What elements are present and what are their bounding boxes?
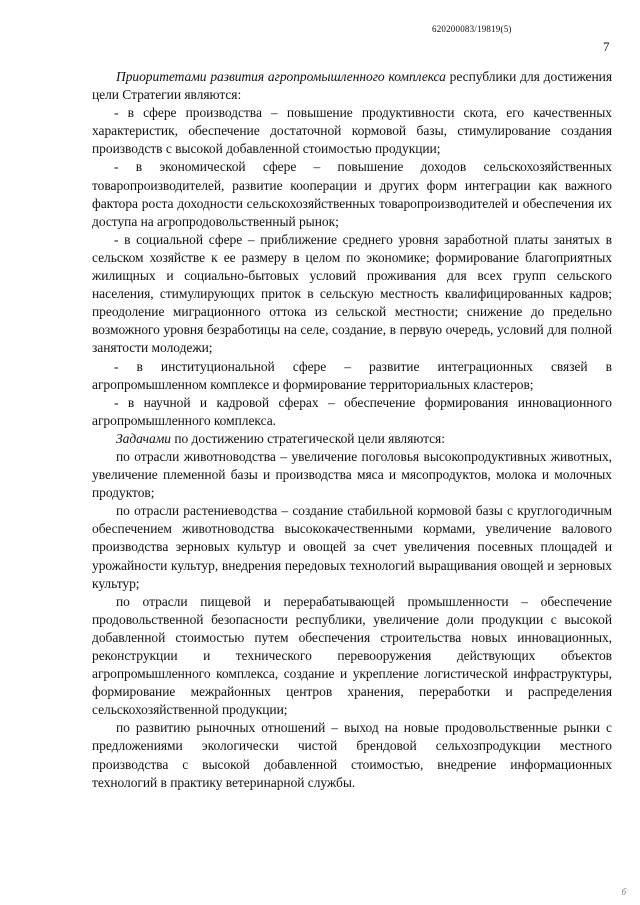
tasks-intro [92,430,612,448]
priority-item-institutional: - в институциональной сфере – развитие интеграционных связей в агропромышленном комплексе и формирование территориальных кластеров; [92,358,612,392]
priority-item-science: - в научной и кадровой сферах – обеспечение формирования инновационного агропромышленного комплекса. [92,394,612,428]
document-code: 620200083/19819(5) [432,24,512,34]
task-item-crops: по отрасли растениеводства – создание стабильной кормовой базы с круглогодичным обеспечением животноводства высококачественными кормами, увеличение валового производства зерновых культур и овощей за счет увеличения посевных площадей и урожайности культур, внедрения передовых технологий выращивания овощей и зерновых культур; [92,503,612,591]
task-item-food-industry: по отрасли пищевой и перерабатывающей промышленности – обеспечение продовольственной безопасности республики, увеличение доли продукции с высокой добавленной стоимостью путем обеспечения строительства новых инновационных, реконструкции и технического перевооружения действующих объектов агропромышленного комплекса, создание и укрепление логистической инфраструктуры, формирование межрайонных центров хранения, переработки и распределения сельскохозяйственной продукции; [92,593,612,718]
page-number: 7 [603,39,610,54]
priority-item-social: - в социальной сфере – приближение среднего уровня заработной платы занятых в сельском хозяйстве к ее размеру в целом по экономике; формирование благоприятных жилищных и социально-бытовых условий проживания для всех групп сельского населения, стимулирующих приток в сельскую местность квалифицированных кадров; преодоление миграционного оттока из сельской местности; снижение до предельно возможного уровня безработицы на селе, создание, в первую очередь, условий для полной занятости молодежи; [92,231,612,356]
priorities-intro-text: республики для достижения цели Стратегии являются: [92,69,612,103]
task-item-livestock: по отрасли животноводства – увеличение поголовья высокопродуктивных животных, увеличение племенной базы и производства мяса и мясопродуктов, молока и молочных продуктов; [92,448,612,501]
priorities-intro [92,68,612,104]
priority-item-economic: - в экономической сфере – повышение доходов сельскохозяйственных товаропроизводителей, развитие кооперации и других форм интеграции как важного фактора роста доходности сельскохозяйственных товаропроизводителей и обеспечения их доступа на агропродовольственный рынок; [92,159,612,229]
tasks-intro-text: по достижению стратегической цели являются: [171,430,445,446]
task-item-market: по развитию рыночных отношений – выход на новые продовольственные рынки с предложениями экологически чистой брендовой сельхозпродукции местного производства с высокой добавленной стоимостью, внедрение информационных технологий в практику ветеринарной службы. [92,720,612,790]
corner-mark: б [621,887,626,897]
priorities-lead: Приоритетами развития агропромышленного комплекса [116,69,446,84]
document-body [92,68,612,792]
priority-item-production: - в сфере производства – повышение продуктивности скота, его качественных характеристик, обеспечение достаточной кормовой базы, стимулирование создания производств с высокой добавленной стоимостью продукции; [92,105,612,157]
tasks-lead: Задачами [116,430,171,446]
